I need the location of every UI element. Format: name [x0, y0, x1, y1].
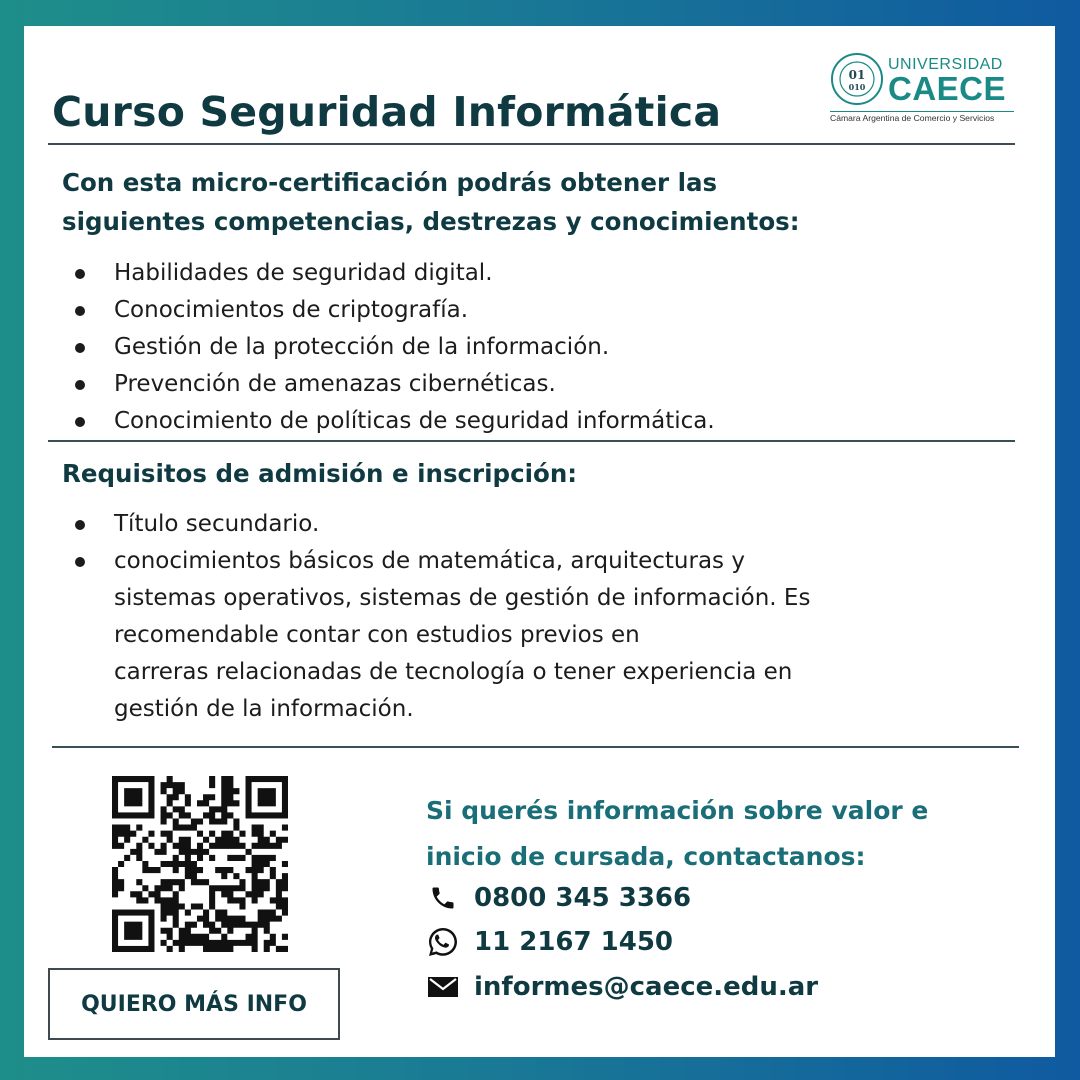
- logo-subtitle: Cámara Argentina de Comercio y Servicios: [830, 113, 995, 123]
- list-item: Conocimiento de políticas de seguridad informática.: [52, 403, 715, 440]
- email-address[interactable]: informes@caece.edu.ar: [474, 972, 819, 1002]
- caece-seal-icon: [830, 52, 884, 106]
- phone-number[interactable]: 0800 345 3366: [474, 883, 692, 913]
- divider-bottom: [52, 746, 1019, 748]
- requirement-line: sistemas operativos, sistemas de gestión de información. Es: [114, 585, 811, 611]
- svg-text:010: 010: [848, 82, 866, 92]
- requirement-line: carreras relacionadas de tecnología o tener experiencia en: [114, 659, 793, 685]
- logo-divider: [830, 111, 1014, 112]
- flyer-card: [24, 26, 1055, 1057]
- list-item: Habilidades de seguridad digital.: [52, 255, 715, 292]
- contact-heading: [426, 788, 1026, 880]
- qr-finder-pattern: [112, 776, 154, 818]
- requirement-line: conocimientos básicos de matemática, arquitecturas y: [114, 548, 745, 574]
- requirements-heading: Requisitos de admisión e inscripción:: [62, 459, 578, 488]
- whatsapp-icon: [426, 925, 460, 959]
- list-item: Gestión de la protección de la información.: [52, 329, 715, 366]
- university-logo: [830, 52, 1020, 124]
- logo-top-text: UNIVERSIDAD: [888, 56, 1003, 73]
- logo-main-text: CAECE: [888, 70, 1007, 107]
- mail-icon: [426, 970, 460, 1004]
- phone-row[interactable]: [426, 878, 691, 918]
- divider-top: [48, 143, 1015, 145]
- requirement-line: gestión de la información.: [114, 696, 414, 722]
- list-item: Título secundario.: [52, 506, 810, 543]
- qr-finder-pattern: [246, 776, 288, 818]
- whatsapp-number[interactable]: 11 2167 1450: [474, 927, 674, 957]
- list-item: Conocimientos de criptografía.: [52, 292, 715, 329]
- list-item: Prevención de amenazas cibernéticas.: [52, 366, 715, 403]
- competencies-heading: [62, 163, 800, 241]
- page-title: Curso Seguridad Informática: [52, 88, 722, 136]
- phone-icon: [426, 881, 460, 915]
- competencies-list: [52, 255, 715, 440]
- contact-heading-line1: Si querés información sobre valor e: [426, 796, 929, 825]
- divider-middle: [48, 440, 1015, 442]
- requirements-list: [52, 506, 810, 728]
- email-row[interactable]: [426, 967, 818, 1007]
- qr-code-icon[interactable]: [112, 776, 288, 952]
- competencies-heading-line2: siguientes competencias, destrezas y conocimientos:: [62, 207, 800, 236]
- requirement-line: recomendable contar con estudios previos en: [114, 622, 640, 648]
- svg-text:01: 01: [848, 68, 866, 82]
- more-info-button[interactable]: QUIERO MÁS INFO: [48, 968, 340, 1040]
- list-item: [52, 543, 810, 728]
- qr-finder-pattern: [112, 910, 154, 952]
- competencies-heading-line1: Con esta micro-certificación podrás obtener las: [62, 168, 718, 197]
- contact-heading-line2: inicio de cursada, contactanos:: [426, 842, 866, 871]
- whatsapp-row[interactable]: [426, 922, 673, 962]
